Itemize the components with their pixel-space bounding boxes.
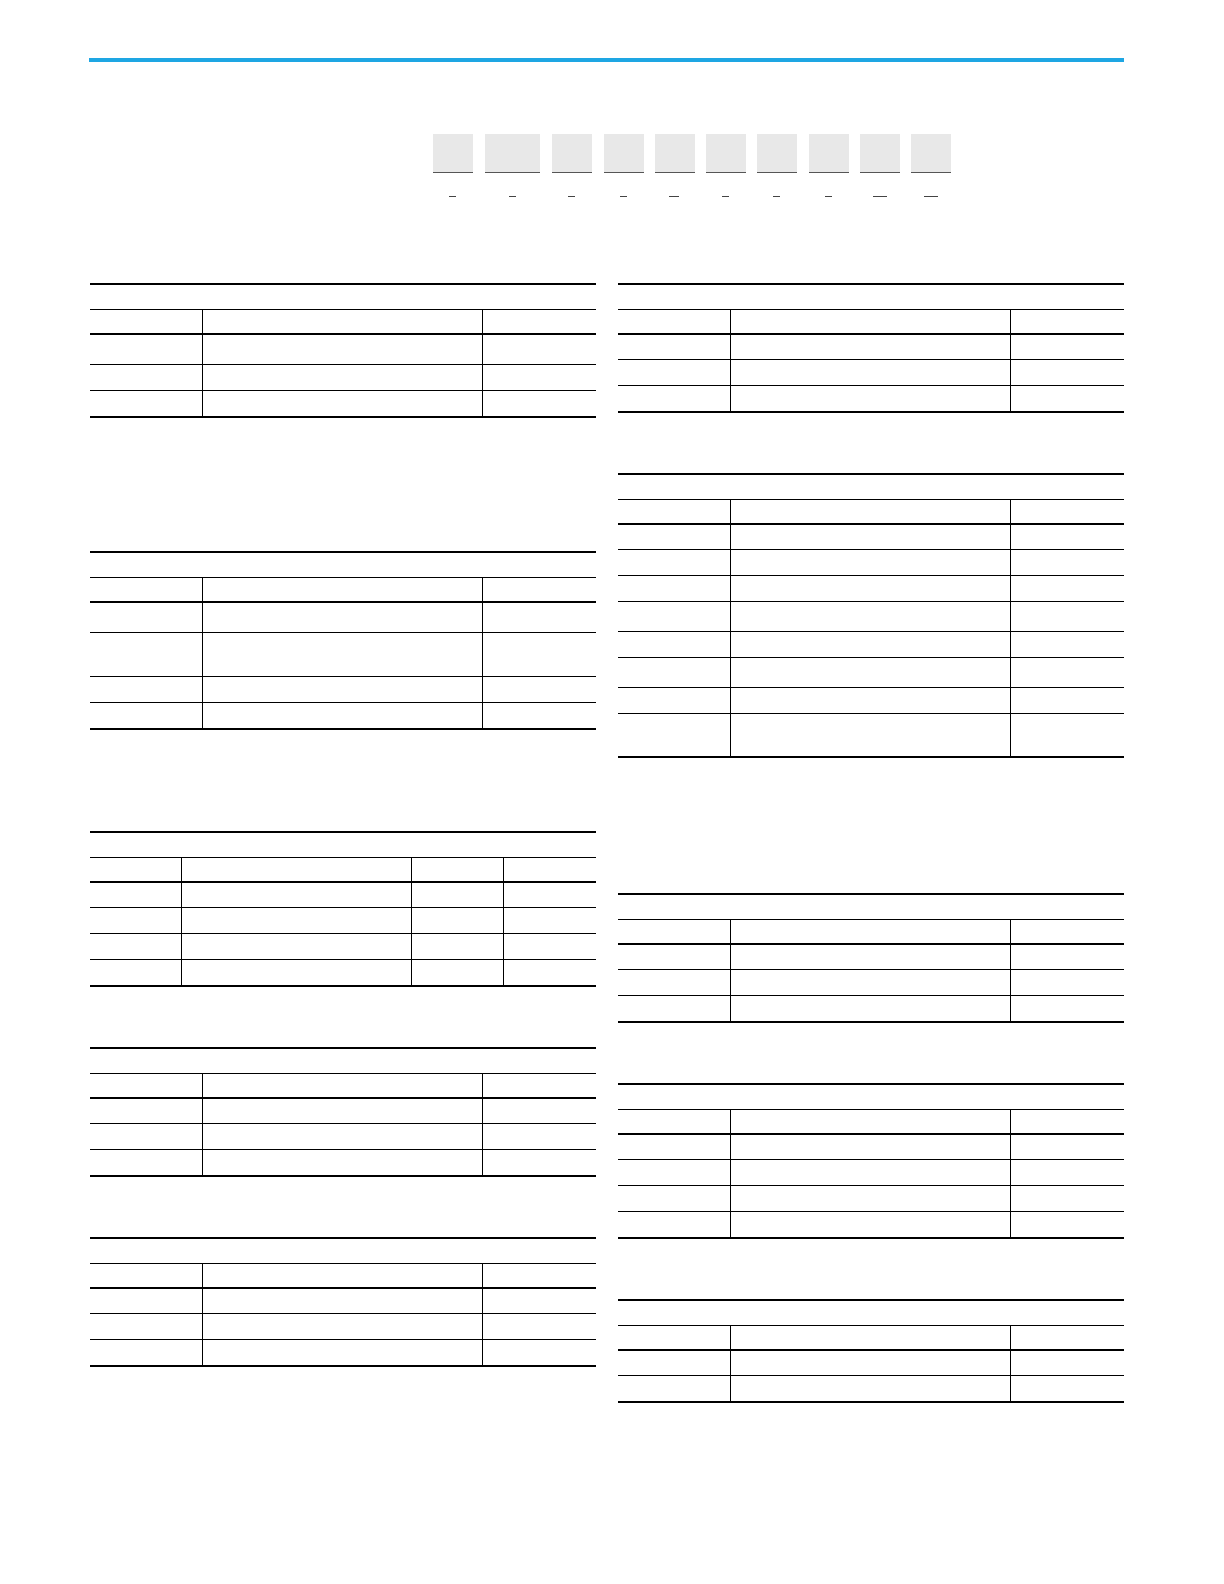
table-cell xyxy=(504,908,596,933)
table-row xyxy=(90,908,596,934)
table-cell xyxy=(731,525,1011,549)
table-cell xyxy=(618,386,731,411)
table-row xyxy=(618,970,1124,996)
table-cell xyxy=(90,391,203,416)
catalog-position-mark xyxy=(669,196,679,197)
catalog-position-mark xyxy=(722,196,729,197)
table-cell xyxy=(731,714,1011,756)
table-cell xyxy=(1011,550,1124,575)
table-cell xyxy=(203,335,483,364)
catalog-position-mark xyxy=(509,196,516,197)
table-row xyxy=(90,960,596,985)
table-cell xyxy=(618,945,731,969)
catalog-box xyxy=(552,134,592,173)
table-title-row xyxy=(618,895,1124,920)
table-row xyxy=(90,335,596,365)
table-cell xyxy=(1011,386,1124,411)
table-cell xyxy=(483,1099,596,1123)
table-header-row xyxy=(90,578,596,603)
table-row xyxy=(618,658,1124,688)
table-row xyxy=(90,365,596,391)
table-cell xyxy=(731,970,1011,995)
table-title-row xyxy=(618,1301,1124,1326)
table-header-cell xyxy=(731,500,1011,523)
table-cell xyxy=(90,934,182,959)
table-cell xyxy=(203,1150,483,1175)
table-cell xyxy=(483,677,596,702)
table-row xyxy=(90,703,596,728)
table-cell xyxy=(203,1124,483,1149)
table-cell xyxy=(90,1099,203,1123)
table-header-cell xyxy=(731,1110,1011,1133)
table-cell xyxy=(618,360,731,385)
table-row xyxy=(618,335,1124,360)
table-header-cell xyxy=(483,310,596,333)
table-header-cell xyxy=(203,1074,483,1097)
table-cell xyxy=(412,883,504,907)
table-cell xyxy=(731,576,1011,601)
table-cell xyxy=(412,908,504,933)
table-row xyxy=(618,714,1124,756)
table-cell xyxy=(618,1186,731,1211)
table-header-row xyxy=(90,1264,596,1289)
table-cell xyxy=(483,1150,596,1175)
table-row xyxy=(618,550,1124,576)
table-header-cell xyxy=(618,310,731,333)
spec-table xyxy=(618,1299,1124,1403)
table-header-cell xyxy=(90,310,203,333)
catalog-box xyxy=(485,134,540,173)
table-cell xyxy=(182,908,412,933)
table-row xyxy=(90,1340,596,1365)
table-header-cell xyxy=(412,858,504,881)
table-row xyxy=(90,883,596,908)
table-header-row xyxy=(90,310,596,335)
table-cell xyxy=(618,658,731,687)
table-header-row xyxy=(90,1074,596,1099)
table-cell xyxy=(483,1314,596,1339)
table-cell xyxy=(90,1150,203,1175)
table-cell xyxy=(1011,576,1124,601)
catalog-position-mark xyxy=(825,196,832,197)
table-cell xyxy=(731,632,1011,657)
table-cell xyxy=(731,658,1011,687)
table-header-cell xyxy=(203,310,483,333)
table-row xyxy=(618,1376,1124,1401)
table-header-cell xyxy=(1011,1326,1124,1349)
table-cell xyxy=(1011,525,1124,549)
table-header-cell xyxy=(618,1110,731,1133)
table-cell xyxy=(90,335,203,364)
table-row xyxy=(618,386,1124,411)
table-cell xyxy=(504,883,596,907)
table-cell xyxy=(1011,335,1124,359)
table-row xyxy=(90,603,596,633)
table-cell xyxy=(731,945,1011,969)
table-cell xyxy=(731,335,1011,359)
table-row xyxy=(618,945,1124,970)
catalog-box xyxy=(604,134,644,173)
table-cell xyxy=(203,1340,483,1365)
table-cell xyxy=(618,688,731,713)
catalog-box xyxy=(860,134,900,173)
table-header-cell xyxy=(618,920,731,943)
table-row xyxy=(618,632,1124,658)
spec-table xyxy=(618,1083,1124,1239)
table-cell xyxy=(483,335,596,364)
catalog-box xyxy=(757,134,797,173)
table-header-row xyxy=(618,1326,1124,1351)
spec-table xyxy=(618,283,1124,413)
table-cell xyxy=(1011,1376,1124,1401)
table-header-cell xyxy=(483,1074,596,1097)
table-cell xyxy=(731,1135,1011,1159)
table-row xyxy=(90,633,596,677)
table-cell xyxy=(412,934,504,959)
table-cell xyxy=(90,365,203,390)
table-header-cell xyxy=(203,578,483,601)
table-row xyxy=(618,1212,1124,1237)
table-cell xyxy=(203,1314,483,1339)
table-header-cell xyxy=(90,578,203,601)
table-header-cell xyxy=(731,310,1011,333)
table-cell xyxy=(731,688,1011,713)
table-header-cell xyxy=(90,1074,203,1097)
table-cell xyxy=(203,703,483,728)
table-cell xyxy=(1011,360,1124,385)
table-row xyxy=(618,360,1124,386)
catalog-box xyxy=(809,134,849,173)
table-header-row xyxy=(618,500,1124,525)
table-row xyxy=(90,677,596,703)
table-cell xyxy=(1011,996,1124,1021)
table-cell xyxy=(90,960,182,985)
table-title-row xyxy=(90,1049,596,1074)
table-cell xyxy=(203,677,483,702)
table-cell xyxy=(1011,970,1124,995)
table-header-cell xyxy=(90,1264,203,1287)
table-cell xyxy=(618,1212,731,1237)
table-title-row xyxy=(90,1239,596,1264)
catalog-box xyxy=(706,134,746,173)
table-header-cell xyxy=(1011,1110,1124,1133)
catalog-position-mark xyxy=(568,196,575,197)
table-cell xyxy=(731,386,1011,411)
table-row xyxy=(618,1351,1124,1376)
table-cell xyxy=(504,960,596,985)
table-cell xyxy=(1011,714,1124,756)
table-cell xyxy=(483,603,596,632)
table-cell xyxy=(731,602,1011,631)
table-cell xyxy=(1011,632,1124,657)
table-title-row xyxy=(618,1085,1124,1110)
table-cell xyxy=(483,633,596,676)
table-title-row xyxy=(90,833,596,858)
table-cell xyxy=(1011,658,1124,687)
table-cell xyxy=(90,1124,203,1149)
table-cell xyxy=(483,1124,596,1149)
catalog-box xyxy=(433,134,473,173)
table-header-cell xyxy=(1011,920,1124,943)
table-cell xyxy=(203,365,483,390)
table-row xyxy=(90,1289,596,1314)
table-cell xyxy=(483,365,596,390)
table-header-cell xyxy=(731,1326,1011,1349)
table-cell xyxy=(1011,1351,1124,1375)
catalog-position-mark xyxy=(449,196,456,197)
table-cell xyxy=(1011,688,1124,713)
table-cell xyxy=(90,1289,203,1313)
table-cell xyxy=(618,996,731,1021)
table-cell xyxy=(1011,602,1124,631)
catalog-position-mark xyxy=(873,196,887,197)
table-cell xyxy=(731,1376,1011,1401)
table-cell xyxy=(1011,1160,1124,1185)
table-row xyxy=(90,1124,596,1150)
catalog-box xyxy=(911,134,951,173)
table-title-row xyxy=(618,285,1124,310)
table-cell xyxy=(618,1351,731,1375)
table-row xyxy=(618,688,1124,714)
table-cell xyxy=(618,602,731,631)
table-cell xyxy=(182,883,412,907)
table-row xyxy=(618,1160,1124,1186)
spec-table xyxy=(90,1047,596,1177)
table-row xyxy=(90,1314,596,1340)
table-cell xyxy=(731,1186,1011,1211)
table-cell xyxy=(1011,1212,1124,1237)
table-row xyxy=(618,576,1124,602)
table-row xyxy=(90,1099,596,1124)
table-cell xyxy=(731,360,1011,385)
catalog-position-mark xyxy=(620,196,627,197)
table-row xyxy=(618,525,1124,550)
table-cell xyxy=(731,1351,1011,1375)
table-cell xyxy=(203,633,483,676)
table-header-cell xyxy=(483,1264,596,1287)
table-cell xyxy=(90,703,203,728)
table-cell xyxy=(483,1289,596,1313)
table-cell xyxy=(182,960,412,985)
table-cell xyxy=(731,550,1011,575)
table-cell xyxy=(203,391,483,416)
table-cell xyxy=(203,1289,483,1313)
catalog-box xyxy=(655,134,695,173)
table-cell xyxy=(1011,1135,1124,1159)
spec-table xyxy=(618,473,1124,758)
spec-table xyxy=(90,551,596,730)
table-cell xyxy=(90,908,182,933)
table-cell xyxy=(1011,945,1124,969)
table-cell xyxy=(412,960,504,985)
header-accent-rule xyxy=(89,58,1124,62)
table-row xyxy=(618,1186,1124,1212)
table-cell xyxy=(618,335,731,359)
table-header-cell xyxy=(203,1264,483,1287)
table-title-row xyxy=(90,553,596,578)
table-cell xyxy=(90,677,203,702)
table-header-cell xyxy=(618,500,731,523)
table-cell xyxy=(203,603,483,632)
table-header-cell xyxy=(731,920,1011,943)
table-cell xyxy=(618,1135,731,1159)
table-header-cell xyxy=(182,858,412,881)
table-row xyxy=(90,934,596,960)
table-cell xyxy=(618,714,731,756)
table-header-row xyxy=(618,920,1124,945)
table-row xyxy=(618,996,1124,1021)
spec-table xyxy=(90,283,596,418)
catalog-position-mark xyxy=(773,196,780,197)
table-cell xyxy=(203,1099,483,1123)
table-cell xyxy=(483,391,596,416)
table-cell xyxy=(90,603,203,632)
table-header-cell xyxy=(504,858,596,881)
table-row xyxy=(618,602,1124,632)
table-cell xyxy=(483,1340,596,1365)
table-header-cell xyxy=(618,1326,731,1349)
table-row xyxy=(90,1150,596,1175)
table-header-row xyxy=(618,1110,1124,1135)
table-header-row xyxy=(618,310,1124,335)
table-row xyxy=(90,391,596,416)
table-cell xyxy=(618,525,731,549)
table-header-row xyxy=(90,858,596,883)
table-header-cell xyxy=(483,578,596,601)
table-cell xyxy=(618,550,731,575)
table-header-cell xyxy=(1011,310,1124,333)
table-cell xyxy=(731,1212,1011,1237)
catalog-position-mark xyxy=(924,196,938,197)
table-cell xyxy=(90,1340,203,1365)
table-title-row xyxy=(90,285,596,310)
table-cell xyxy=(90,883,182,907)
table-cell xyxy=(182,934,412,959)
table-cell xyxy=(618,1376,731,1401)
table-cell xyxy=(483,703,596,728)
table-title-row xyxy=(618,475,1124,500)
table-header-cell xyxy=(90,858,182,881)
table-cell xyxy=(1011,1186,1124,1211)
table-cell xyxy=(731,996,1011,1021)
spec-table xyxy=(618,893,1124,1023)
spec-table xyxy=(90,831,596,987)
table-cell xyxy=(618,1160,731,1185)
spec-table xyxy=(90,1237,596,1367)
table-cell xyxy=(618,970,731,995)
table-cell xyxy=(618,632,731,657)
table-cell xyxy=(90,1314,203,1339)
table-header-cell xyxy=(1011,500,1124,523)
table-cell xyxy=(618,576,731,601)
table-cell xyxy=(504,934,596,959)
table-cell xyxy=(731,1160,1011,1185)
table-cell xyxy=(90,633,203,676)
table-row xyxy=(618,1135,1124,1160)
